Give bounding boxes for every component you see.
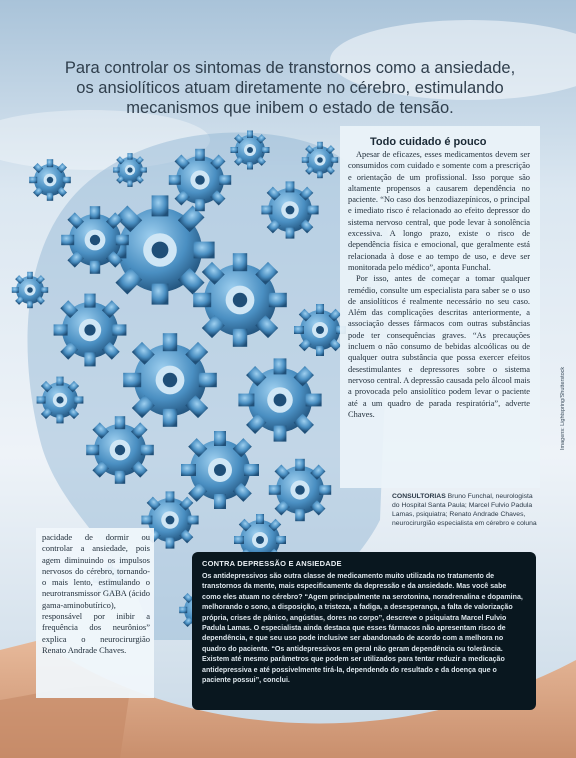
consultorias-label: CONSULTORIAS bbox=[392, 493, 446, 500]
sidebar-title: CONTRA DEPRESSÃO E ANSIEDADE bbox=[202, 559, 342, 568]
sidebar-text: Os antidepressivos são outra classe de medicamento muito utilizada no tratamento de transtornos da mente, mais especificamente da depressão e da ansiedade. Mas você sabe como eles atuam no cérebro? “Agem principalmente na serotonina, noradrenalina e dopamina, melhorando o sono, a disposição, a tristeza, a fadiga, a desesperança, a falta de valorização própria, crises de pânico, angústias, dores no corpo”, descreve o psiquiatra Marcel Fulvio Padula Lamas. O especialista ainda destaca que esses fármacos não apresentam risco de dependência, e que seu uso pode inclusive ser abandonado de acordo com a melhora no quadro do paciente. “Os antidepressivos em geral não geram dependência ou tolerância. Existem até mesmo parâmetros que podem ser utilizados para tentar reduzir a medicação antidepressiva e até possivelmente tirá-la, dependendo do resultado e da doença que o paciente possui”, conclui. bbox=[202, 572, 523, 685]
article-box-todo-cuidado bbox=[340, 126, 540, 488]
left-column-paragraph: pacidade de dormir ou controlar a ansiedade, pois agem diminuindo os impulsos nervosos do cérebro, tornando-o mais lento, estimulando o neurotransmissor GABA (ácido gama-aminobutírico), responsável por inibir a frequência dos neurônios” explica o neurocirurgião Renato Andrade Chaves. bbox=[42, 532, 150, 655]
image-credit bbox=[560, 330, 572, 450]
article-box-title: Todo cuidado é pouco bbox=[370, 136, 487, 148]
article-paragraph-1: Apesar de eficazes, esses medicamentos devem ser consumidos com cuidado e somente com a prescrição e orientação de um profissional. Isso porque são altamente propensos a causarem dependência no paciente. “No caso dos benzodiazepínicos, o principal e imediato risco é relacionado ao efeito depressor do sistema nervoso central, que pode levar à sonolência excessiva. A longo prazo, existe o risco de dependência física e emocional, que geralmente está relacionada à dose e ao tempo de uso, e deve ser monitorada pelo médico”, aponta Funchal. bbox=[348, 150, 530, 272]
sidebar-contra-depressao bbox=[192, 552, 536, 710]
consultorias-text: Bruno Funchal, neurologista do Hospital Santa Paula; Marcel Fulvio Padula Lamas, psiquiatra; Renato Andrade Chaves, neurocirurgião especialista em cérebro e coluna bbox=[392, 493, 537, 527]
left-column-text-box bbox=[36, 528, 154, 698]
image-credit-text: Imagens: Lightspring/Shutterstock bbox=[560, 366, 566, 450]
article-paragraph-2: Por isso, antes de começar a tomar qualquer remédio, consulte um especialista para saber se o uso de ansiolíticos é realmente necessário no seu caso. Além das complicações descritas anteriormente, a associação desses fármacos com outras substâncias pode ter consequências graves. “As precauções incluem o não consumo de bebidas alcoólicas ou de qualquer outra substância que possa exercer efeitos desestimulantes e depressores sobre o sistema nervoso central. A depressão causada pelo álcool mais a provocada pelo ansiolítico podem levar o paciente até a um quadro de parada respiratória”, adverte Chaves. bbox=[348, 274, 530, 419]
consultorias-note bbox=[392, 492, 542, 528]
headline: Para controlar os sintomas de transtornos como a ansiedade, os ansiolíticos atuam diretamente no cérebro, estimulando mecanismos que inibem o estado de tensão. bbox=[64, 59, 516, 117]
